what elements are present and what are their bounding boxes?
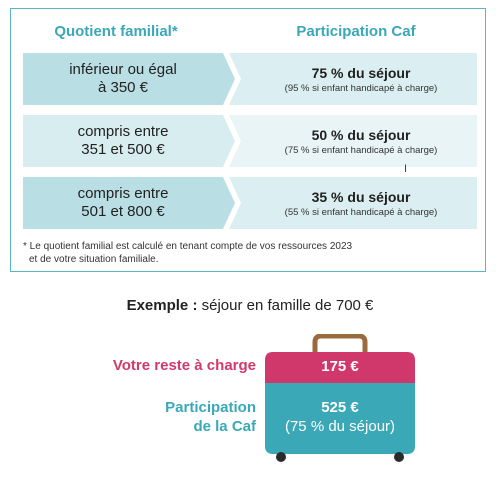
participation-cell: 50 % du séjour (75 % si enfant handicapé à charge) bbox=[284, 126, 438, 156]
participation-cell: 75 % du séjour (95 % si enfant handicapé à charge) bbox=[284, 64, 438, 94]
reste-label: Votre reste à charge bbox=[112, 357, 256, 374]
participation-value: 525 € (75 % du séjour) bbox=[284, 399, 396, 435]
example-line: Exemple : séjour en famille de 700 € bbox=[126, 297, 374, 314]
footnote: * Le quotient familial est calculé en tenant compte de vos ressources 2023 et de votre situation familiale. bbox=[23, 241, 353, 265]
header-participation: Participation Caf bbox=[296, 23, 416, 40]
table-row bbox=[23, 177, 477, 229]
header-quotient: Quotient familial* bbox=[54, 23, 178, 40]
quotient-cell: compris entre 501 et 800 € bbox=[77, 185, 169, 220]
quotient-cell: inférieur ou égal à 350 € bbox=[69, 61, 177, 96]
text-cursor-icon: I bbox=[404, 163, 408, 175]
participation-cell: 35 % du séjour (55 % si enfant handicapé à charge) bbox=[284, 188, 438, 218]
participation-label: Participation de la Caf bbox=[165, 399, 256, 435]
table-row bbox=[23, 115, 477, 167]
table-row bbox=[23, 53, 477, 105]
reste-value: 175 € bbox=[321, 358, 359, 375]
quotient-cell: compris entre 351 et 500 € bbox=[77, 123, 169, 158]
info-card bbox=[10, 8, 486, 272]
